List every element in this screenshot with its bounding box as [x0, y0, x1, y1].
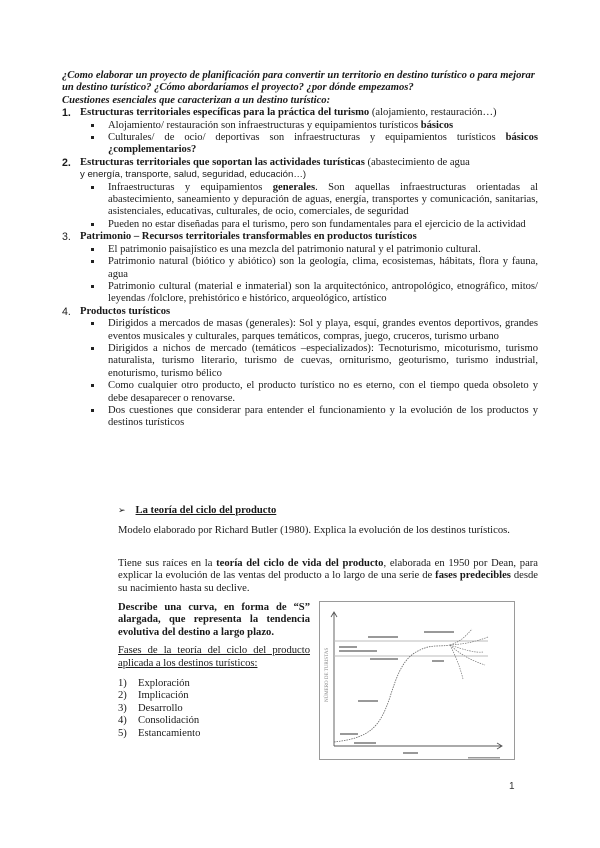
butler-cycle-chart [319, 601, 515, 760]
page-number: 1 [509, 781, 515, 792]
square-bullet-icon [91, 136, 94, 139]
label-rejuvenecimiento [368, 636, 398, 638]
square-bullet-icon [91, 384, 94, 387]
label-exploracion [354, 742, 376, 744]
bullet-item: Culturales/ de ocio/ deportivas son infraestructuras y equipamientos turísticos básicos ¿complementarios? [80, 132, 538, 157]
square-bullet-icon [91, 409, 94, 412]
item-title: Patrimonio – Recursos territoriales transformables en productos turísticos [80, 231, 417, 243]
square-bullet-icon [91, 124, 94, 127]
s-curve-chart [320, 602, 514, 759]
label-capacity-1 [339, 646, 357, 648]
item-number: 4. [62, 305, 71, 318]
phase-item: 4) Consolidación [118, 715, 200, 727]
label-capacity-2 [339, 650, 377, 652]
bullet-item: Dos cuestiones que considerar para entender el funcionamiento y la evolución de los productos y destinos turísticos [80, 405, 538, 430]
bullet-item: El patrimonio paisajístico es una mezcla del patrimonio natural y el patrimonio cultural. [80, 244, 538, 256]
bullet-item: Infraestructuras y equipamientos generales. Son aquellas infraestructuras orientadas al abastecimiento, saneamiento y depuración de aguas, energía, transportes y comunicación, sanitarias, asistenciales, educativas, culturales, de ocio, comerciales, de seguridad [80, 182, 538, 219]
section-heading [118, 505, 276, 517]
label-estancamiento [424, 631, 454, 633]
label-implicacion [340, 733, 358, 735]
subtitle: Cuestiones esenciales que caracterizan a un destino turístico: [62, 94, 331, 106]
label-declive [432, 660, 444, 662]
item-detail: (abastecimiento de agua [364, 156, 470, 168]
phases-column [118, 602, 310, 740]
bullet-list [80, 318, 538, 430]
arrow-bullet-icon: ➢ [118, 506, 126, 516]
y-axis-label: NÚMERO DE TURISTAS [325, 647, 330, 702]
item-title: Estructuras territoriales que soportan las actividades turísticas [80, 156, 365, 168]
square-bullet-icon [91, 347, 94, 350]
item-number: 2. [62, 156, 71, 169]
bullet-list [80, 244, 538, 306]
square-bullet-icon [91, 322, 94, 325]
square-bullet-icon [91, 223, 94, 226]
section-title: La teoría del ciclo del producto [135, 505, 277, 516]
bullet-item: Pueden no estar diseñadas para el turismo, pero son fundamentales para el ejercicio de la actividad [80, 219, 538, 231]
paragraph-roots: Tiene sus raíces en la teoría del ciclo de vida del producto, elaborada en 1950 por Dean, para explicar la evolución de las ventas del producto a lo largo de una serie de fases predecibles desde su nacimiento hasta su declive. [118, 558, 539, 594]
label-source [468, 757, 500, 759]
branch-d [450, 645, 485, 665]
intro-question: ¿Como elaborar un proyecto de planificación para convertir un territorio en destino turístico o para mejorar un destino turístico? ¿Cómo abordaríamos el proyecto? ¿por dónde empezamos? [62, 70, 535, 94]
bullet-item: Patrimonio natural (biótico y abiótico) son la geología, clima, ecosistemas, hábitats, flora y fauna, agua [80, 256, 538, 281]
phase-item: 2) Implicación [118, 690, 189, 702]
item-number: 3. [62, 231, 71, 244]
curve-description: Describe una curva, en forma de “S” alargada, que representa la tendencia evolutiva del destino a largo plazo. [118, 602, 310, 638]
document-body [62, 70, 538, 430]
item-title: Estructuras territoriales específicas para la práctica del turismo [80, 107, 370, 119]
phases-list [118, 678, 310, 740]
phases-title: Fases de la teoría del ciclo del producto aplicada a los destinos turísticos: [118, 645, 310, 669]
bullet-item: Como cualquier otro producto, el producto turístico no es eterno, con el tiempo queda obsoleto y debe desaparecer o renovarse. [80, 380, 538, 405]
bullet-item: Dirigidos a nichos de mercado (temáticos –especializados): Tecnoturismo, micoturismo, turismo naturalista, turismo literario, turismo de cuevas, orniturismo, geoturismo, turismo industrial, enoturismo, turismo bélico [80, 343, 538, 380]
square-bullet-icon [91, 260, 94, 263]
list-item-4 [62, 306, 538, 430]
branch-c [450, 645, 483, 652]
bullet-item: Dirigidos a mercados de masas (generales): Sol y playa, esquí, grandes eventos deportivos, grandes eventos musicales y culturales, parques temáticos, compras, juego, cruceros, turismo urbano [80, 318, 538, 343]
item-number: 1. [62, 107, 71, 120]
square-bullet-icon [91, 248, 94, 251]
list-item-2 [62, 157, 538, 231]
square-bullet-icon [91, 186, 94, 189]
bullet-item: Alojamiento/ restauración son infraestructuras y equipamientos turísticos básicos [80, 120, 538, 132]
phase-item: 3) Desarrollo [118, 702, 183, 714]
bullet-list [80, 120, 538, 157]
item-detail-continued: y energía, transporte, salud, seguridad, educación…) [80, 169, 307, 181]
list-item-1 [62, 107, 538, 157]
item-detail: (alojamiento, restauración…) [369, 107, 497, 119]
phase-item: 5) Estancamiento [118, 727, 201, 739]
list-item-3 [62, 231, 538, 305]
paragraph-butler: Modelo elaborado por Richard Butler (1980). Explica la evolución de los destinos turísticos. [118, 525, 510, 536]
item-title: Productos turísticos [80, 305, 171, 317]
label-consolidacion [370, 658, 398, 660]
phase-item: 1) Exploración [118, 678, 190, 690]
square-bullet-icon [91, 285, 94, 288]
bullet-list [80, 182, 538, 232]
label-desarrollo [358, 700, 378, 702]
main-list [62, 107, 538, 430]
label-tiempo [403, 752, 418, 754]
bullet-item: Patrimonio cultural (material e inmaterial) son la arquitectónico, antropológico, etnográfico, mitos/ leyendas /folclore, prehistórico e histórico, arqueológico, artístico [80, 281, 538, 306]
